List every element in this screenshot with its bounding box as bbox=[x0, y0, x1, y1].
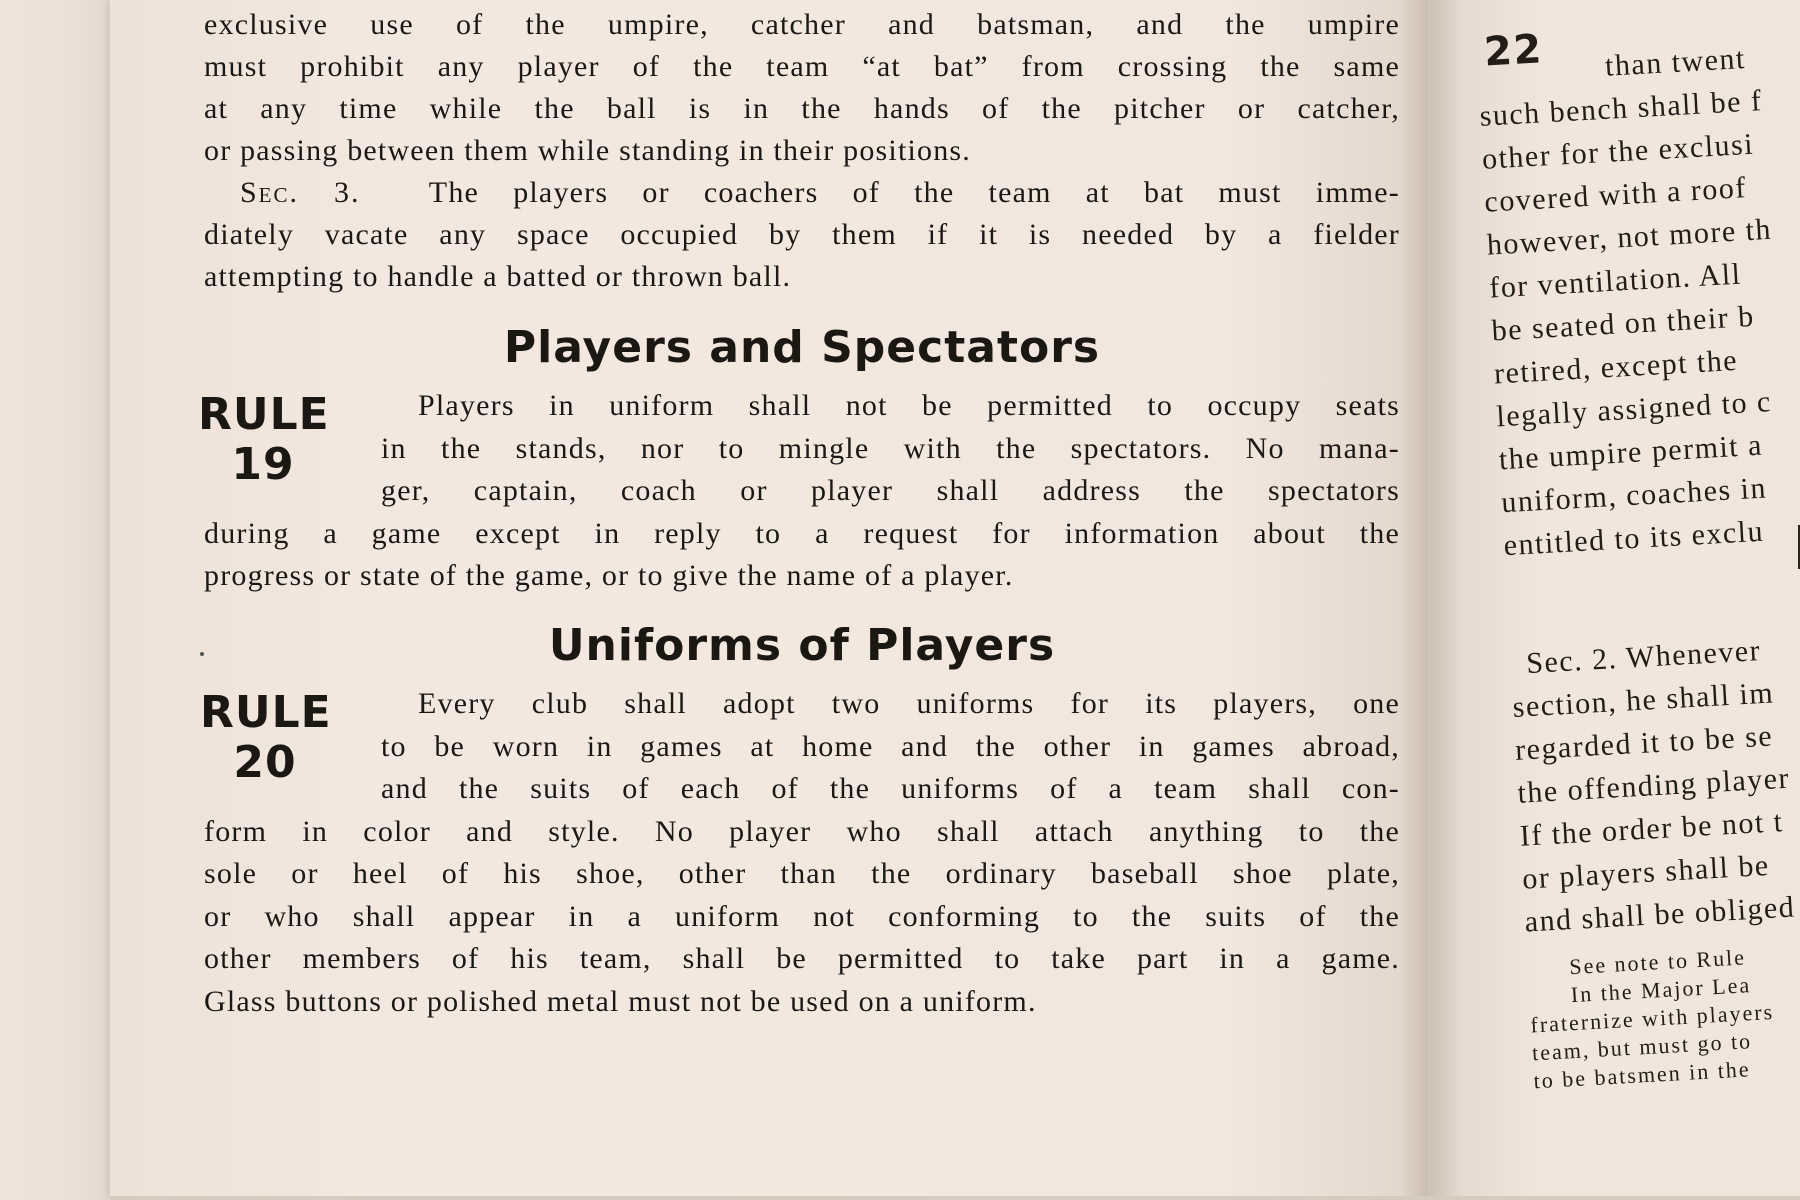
rule-number: 19 bbox=[231, 439, 295, 490]
rule-20-text bbox=[204, 683, 1400, 1023]
text-line: than twent bbox=[1604, 41, 1747, 83]
text-line: legally assigned to c bbox=[1495, 385, 1773, 434]
text-line: Players in uniform shall not be permitted to occupy seats bbox=[418, 389, 1400, 422]
text-line: during a game except in reply to a request for information about the bbox=[204, 516, 1400, 550]
text-line: regarded it to be se bbox=[1514, 719, 1774, 767]
text-line: in the stands, nor to mingle with the spectators. No mana- bbox=[381, 431, 1400, 465]
text-line: or players shall be bbox=[1521, 848, 1771, 896]
text-line: or who shall appear in a uniform not conforming to the suits of the bbox=[204, 899, 1400, 933]
top-paragraph bbox=[204, 4, 1400, 298]
rule-number: 20 bbox=[233, 737, 297, 788]
text-line: Every club shall adopt two uniforms for its players, one bbox=[418, 687, 1400, 720]
rule-word: RULE bbox=[200, 687, 332, 738]
text-line: entitled to its exclu bbox=[1502, 514, 1765, 563]
text-line: the umpire permit a bbox=[1497, 428, 1764, 477]
print-speck bbox=[200, 652, 204, 656]
note-line: fraternize with players bbox=[1529, 998, 1775, 1038]
text-line: uniform, coaches in bbox=[1500, 471, 1768, 520]
text-line: form in color and style. No player who shall attach anything to the bbox=[204, 814, 1400, 848]
text-line: must prohibit any player of the team “at bat” from crossing the same bbox=[204, 50, 1400, 83]
text-line: ger, captain, coach or player shall address the spectators bbox=[381, 474, 1400, 507]
uniforms-of-players-heading: Uniforms of Players bbox=[548, 620, 1056, 671]
text-line: to be worn in games at home and the other in games abroad, bbox=[381, 729, 1400, 763]
page-number: 22 bbox=[1482, 26, 1545, 76]
right-page-text bbox=[1476, 26, 1800, 1095]
text-line: attempting to handle a batted or thrown ball. bbox=[204, 260, 792, 293]
text-line: diately vacate any space occupied by them if it is needed by a fielder bbox=[204, 218, 1400, 251]
text-line: Glass buttons or polished metal must not be used on a uniform. bbox=[204, 984, 1037, 1018]
text-line: for ventilation. All bbox=[1488, 257, 1743, 305]
players-and-spectators-heading: Players and Spectators bbox=[503, 322, 1101, 373]
text-line: such bench shall be f bbox=[1478, 84, 1764, 133]
text-line: exclusive use of the umpire, catcher and batsman, and the umpire bbox=[204, 8, 1400, 41]
sec3-first-line bbox=[204, 172, 1400, 214]
text-line: Sec. 2. Whenever bbox=[1525, 634, 1762, 681]
text-line: and shall be obliged bbox=[1523, 890, 1797, 939]
text-line: If the order be not t bbox=[1519, 805, 1785, 853]
text-line: at any time while the ball is in the hands of the pitcher or catcher, bbox=[204, 92, 1400, 125]
table-surface bbox=[0, 0, 110, 1200]
text-line: section, he shall im bbox=[1511, 676, 1775, 724]
book-gutter bbox=[1400, 0, 1470, 1200]
rule-word: RULE bbox=[198, 389, 330, 440]
text-line: however, not more th bbox=[1485, 212, 1773, 262]
page-bottom-edge bbox=[110, 1196, 1800, 1200]
rule-19-text bbox=[204, 385, 1400, 598]
note-line: In the Major Lea bbox=[1570, 972, 1752, 1008]
text-line: covered with a roof bbox=[1483, 171, 1748, 219]
text-line: other for the exclusi bbox=[1481, 127, 1755, 176]
note-line: See note to Rule bbox=[1568, 944, 1747, 980]
sec3-label: Sec. 3. bbox=[240, 176, 361, 209]
sec3-text: The players or coachers of the team at bat must imme- bbox=[428, 176, 1401, 209]
text-line: sole or heel of his shoe, other than the ordinary baseball shoe plate, bbox=[204, 857, 1400, 890]
note-line: to be batsmen in the bbox=[1532, 1056, 1752, 1094]
text-line: the offending player bbox=[1516, 761, 1791, 810]
text-line: or passing between them while standing in their positions. bbox=[204, 134, 971, 167]
text-line: progress or state of the game, or to give the name of a player. bbox=[204, 559, 1014, 592]
text-line: be seated on their b bbox=[1490, 299, 1756, 348]
text-line: and the suits of each of the uniforms of a team shall con- bbox=[381, 772, 1400, 805]
text-line: other members of his team, shall be permitted to take part in a game. bbox=[204, 942, 1400, 975]
note-line: team, but must go to bbox=[1531, 1028, 1753, 1066]
text-line: retired, except the bbox=[1493, 343, 1739, 391]
